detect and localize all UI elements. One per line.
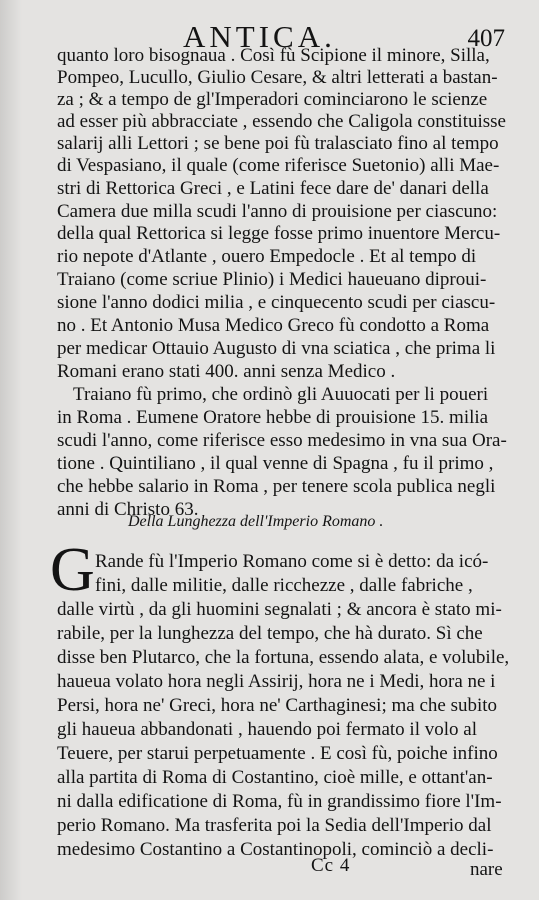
text-line: della qual Rettorica si legge fosse primo inuentore Mercu- [57,223,501,244]
text-line: stri di Rettorica Greci , e Latini fece dare de' danari della [57,178,489,199]
text-line: no . Et Antonio Musa Medico Greco fù condotto a Roma [57,315,490,336]
section-heading: Della Lunghezza dell'Imperio Romano . [128,513,384,530]
text-line: haueua volato hora negli Assirij, hora ne i Medi, hora ne i [57,671,496,692]
text-line: che hebbe salario in Roma , per tenere scola publica negli [57,476,496,497]
text-line: salarij alli Lettori ; se bene poi fù tralasciato fino al tempo [57,133,499,154]
text-line: Traiano (come scriue Plinio) i Medici haueuano diproui- [57,269,487,290]
text-line: ni dalla edificatione di Roma, fù in grandissimo fiore l'Im- [57,791,502,812]
signature-mark: Cc 4 [311,855,351,876]
catchword: nare [470,859,503,880]
text-line: per medicar Ottauio Augusto di vna sciatica , che prima li [57,338,496,359]
text-line: Romani erano stati 400. anni senza Medico . [57,361,396,382]
text-line: dalle virtù , da gli huomini segnalati ; & ancora è stato mi- [57,599,502,620]
text-line: sione l'anno dodici milia , e cinquecento scudi per ciascu- [57,292,496,313]
text-line: za ; & a tempo de gl'Imperadori cominciarono le scienze [57,89,488,110]
text-line: rabile, per la lunghezza del tempo, che hà durato. Sì che [57,623,483,644]
text-line: Pompeo, Lucullo, Giulio Cesare, & altri letterati a bastan- [57,67,498,88]
text-line: disse ben Plutarco, che la fortuna, essendo alata, e volubile, [57,647,510,668]
drop-cap: G [50,536,95,604]
text-line: Rande fù l'Imperio Romano come si è detto: da icó- [95,551,489,572]
text-line: in Roma . Eumene Oratore hebbe di prouisione 15. milia [57,407,489,428]
text-line: rio nepote d'Atlante , ouero Empedocle . Et al tempo di [57,246,477,267]
text-line: perio Romano. Ma trasferita poi la Sedia dell'Imperio dal [57,815,492,836]
running-title: ANTICA. [183,19,336,54]
text-line: alla partita di Roma di Costantino, cioè mille, e ottant'an- [57,767,493,788]
text-line: fini, dalle militie, dalle ricchezze , dalle fabriche , [95,575,473,596]
text-line: gli haueua abbandonati , hauendo poi fermato il volo al [57,719,477,740]
text-line: Teuere, per starui perpetuamente . E così fù, poiche infino [57,743,498,764]
text-line: di Vespasiano, il quale (come riferisce Suetonio) alli Mae- [57,155,500,176]
text-line: tione . Quintiliano , il qual venne di Spagna , fu il primo , [57,453,494,474]
page-number: 407 [467,25,505,52]
text-line: scudi l'anno, come riferisce esso medesimo in vna sua Ora- [57,430,507,451]
text-line: Persi, hora ne' Greci, hora ne' Carthaginesi; ma che subito [57,695,498,716]
text-line: quanto loro bisognaua . Così fù Scipione il minore, Silla, [57,45,490,66]
text-line: anni di Christo 63. [57,499,199,520]
text-line: Camera due milla scudi l'anno di prouisione per ciascuno: [57,201,498,222]
text-line: Traiano fù primo, che ordinò gli Auuocati per li poueri [73,384,489,405]
text-line: medesimo Costantino a Costantinopoli, cominciò a decli- [57,839,494,860]
text-line: ad esser più abbracciate , essendo che Caligola constituisse [57,111,506,132]
